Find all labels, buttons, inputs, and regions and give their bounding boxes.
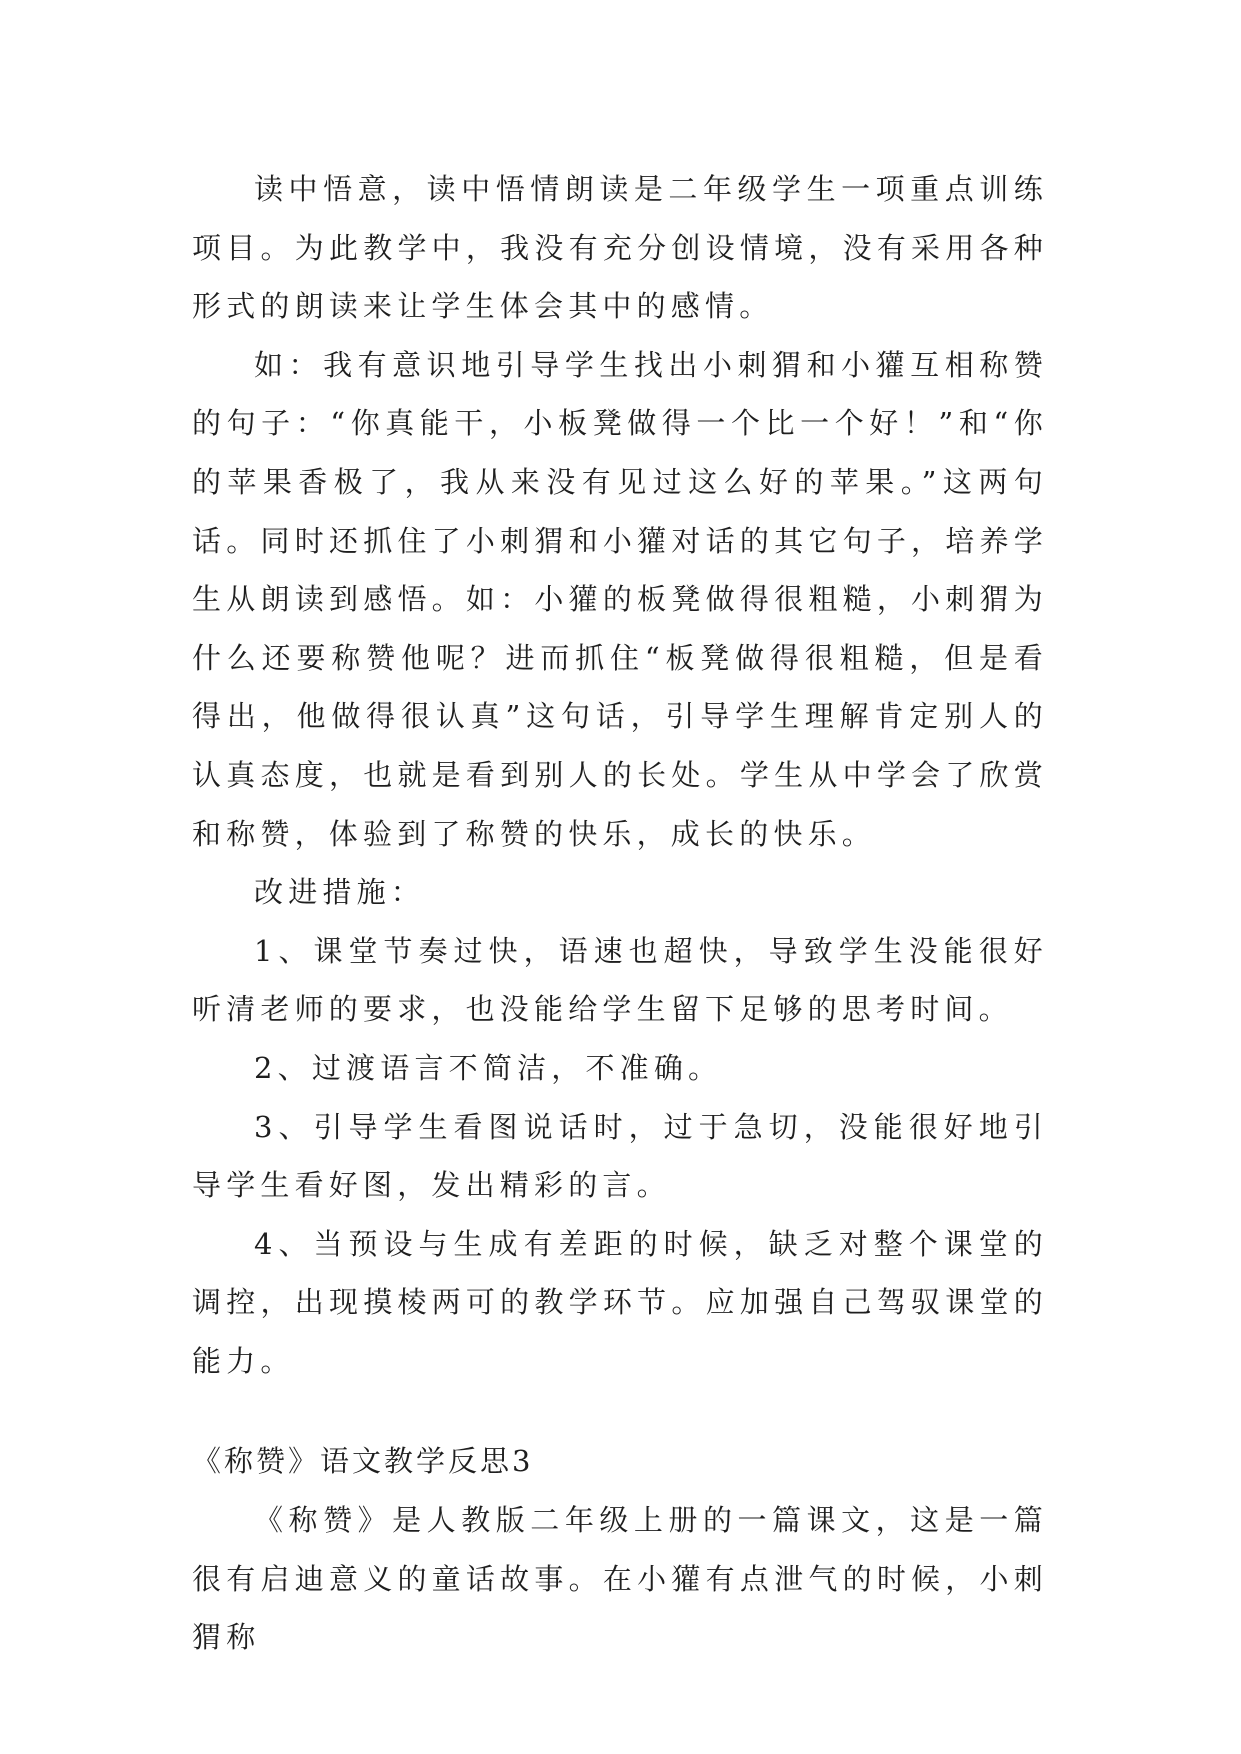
paragraph: 4、当预设与生成有差距的时候，缺乏对整个课堂的调控，出现摸棱两可的教学环节。应加强自己驾驭课堂的能力。 — [192, 1226, 1048, 1378]
paragraph: 1、课堂节奏过快，语速也超快，导致学生没能很好听清老师的要求，也没能给学生留下足够的思考时间。 — [192, 933, 1048, 1027]
paragraph: 如：我有意识地引导学生找出小刺猬和小獾互相称赞的句子：“你真能干，小板凳做得一个比一个好！”和“你的苹果香极了，我从来没有见过这么好的苹果。”这两句话。同时还抓住了小刺猬和小獾对话的其它句子，培养学生从朗读到感悟。如：小獾的板凳做得很粗糙，小刺猬为什么还要称赞他呢？进而抓住“板凳做得很粗糙，但是看得出，他做得很认真”这句话，引导学生理解肯定别人的认真态度，也就是看到别人的长处。学生从中学会了欣赏和称赞，体验到了称赞的快乐，成长的快乐。 — [192, 347, 1048, 851]
section-heading: 《称赞》语文教学反思3 — [192, 1444, 534, 1479]
paragraph: 改进措施： — [254, 875, 426, 910]
paragraph: 3、引导学生看图说话时，过于急切，没能很好地引导学生看好图，发出精彩的言。 — [192, 1109, 1048, 1203]
paragraph: 《称赞》是人教版二年级上册的一篇课文，这是一篇很有启迪意义的童话故事。在小獾有点泄气的时候，小刺猬称 — [192, 1503, 1048, 1655]
paragraph: 2、过渡语言不简洁，不准确。 — [254, 1050, 723, 1085]
paragraph: 读中悟意，读中悟情朗读是二年级学生一项重点训练项目。为此教学中，我没有充分创设情境，没有采用各种形式的朗读来让学生体会其中的感情。 — [192, 172, 1048, 324]
document-page — [192, 160, 1048, 1667]
